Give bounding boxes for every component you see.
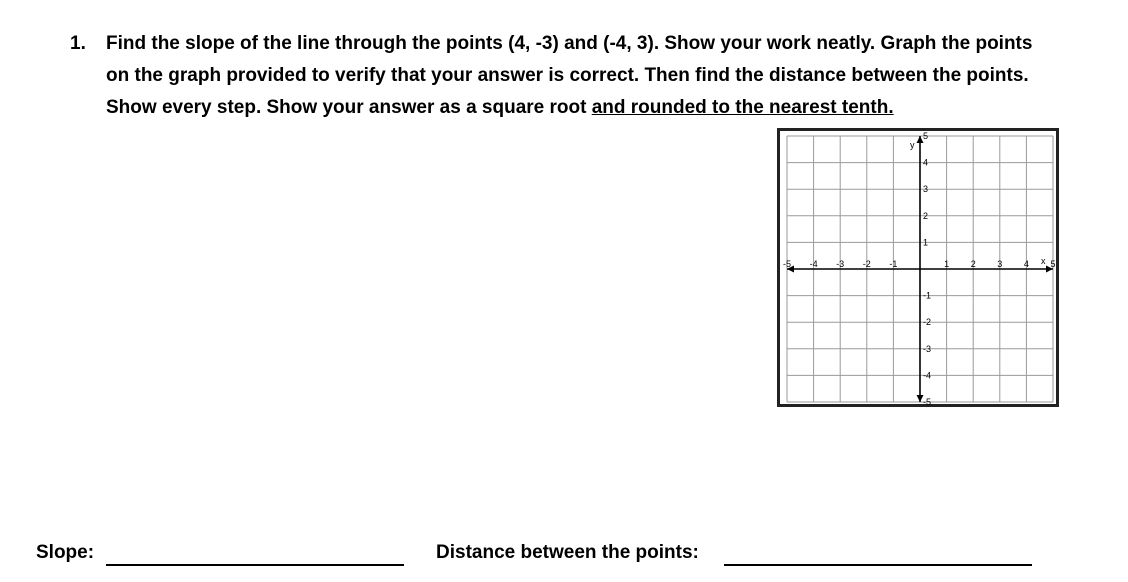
y-tick-label: -1 xyxy=(923,290,932,301)
x-tick-label: 4 xyxy=(1023,259,1029,269)
question-text-main: Find the slope of the line through the points (4, -3) and (-4, 3). Show your work neatly. Graph the points on the graph provided to verify that your answer is correct. Then find the distance between the points. Show every step. Show your answer as a square root xyxy=(106,33,1033,118)
y-tick-label: 2 xyxy=(923,210,929,221)
y-tick-label: 3 xyxy=(923,184,929,195)
question-text xyxy=(106,28,1056,124)
x-tick-label: 1 xyxy=(944,259,950,269)
x-tick-label: 5 xyxy=(1050,259,1056,269)
y-tick-label: -2 xyxy=(923,317,932,328)
graph-border xyxy=(779,130,1058,406)
y-tick-label: -5 xyxy=(923,397,932,407)
y-tick-label: 1 xyxy=(923,237,929,248)
y-tick-label: 4 xyxy=(923,157,929,168)
x-tick-label: 2 xyxy=(970,259,976,269)
question-number: 1. xyxy=(70,33,86,54)
distance-label: Distance between the points: xyxy=(436,542,699,563)
y-tick-label: -3 xyxy=(923,343,932,354)
distance-answer-line[interactable] xyxy=(724,564,1032,566)
x-tick-label: -3 xyxy=(836,259,845,269)
coordinate-graph xyxy=(777,128,1059,407)
y-tick-label: 5 xyxy=(923,131,929,141)
answer-area xyxy=(0,538,1128,570)
x-axis-label: x xyxy=(1041,256,1046,266)
x-tick-label: -4 xyxy=(809,259,818,269)
x-tick-label: -5 xyxy=(782,259,792,269)
y-tick-label: -4 xyxy=(923,370,932,381)
question-text-underlined: and rounded to the nearest tenth. xyxy=(591,97,894,118)
x-tick-label: 3 xyxy=(997,259,1003,269)
slope-answer-line[interactable] xyxy=(106,564,404,566)
y-axis-label: y xyxy=(910,140,915,150)
x-tick-label: -1 xyxy=(889,259,898,269)
slope-label: Slope: xyxy=(36,542,95,563)
x-tick-label: -2 xyxy=(862,259,871,269)
